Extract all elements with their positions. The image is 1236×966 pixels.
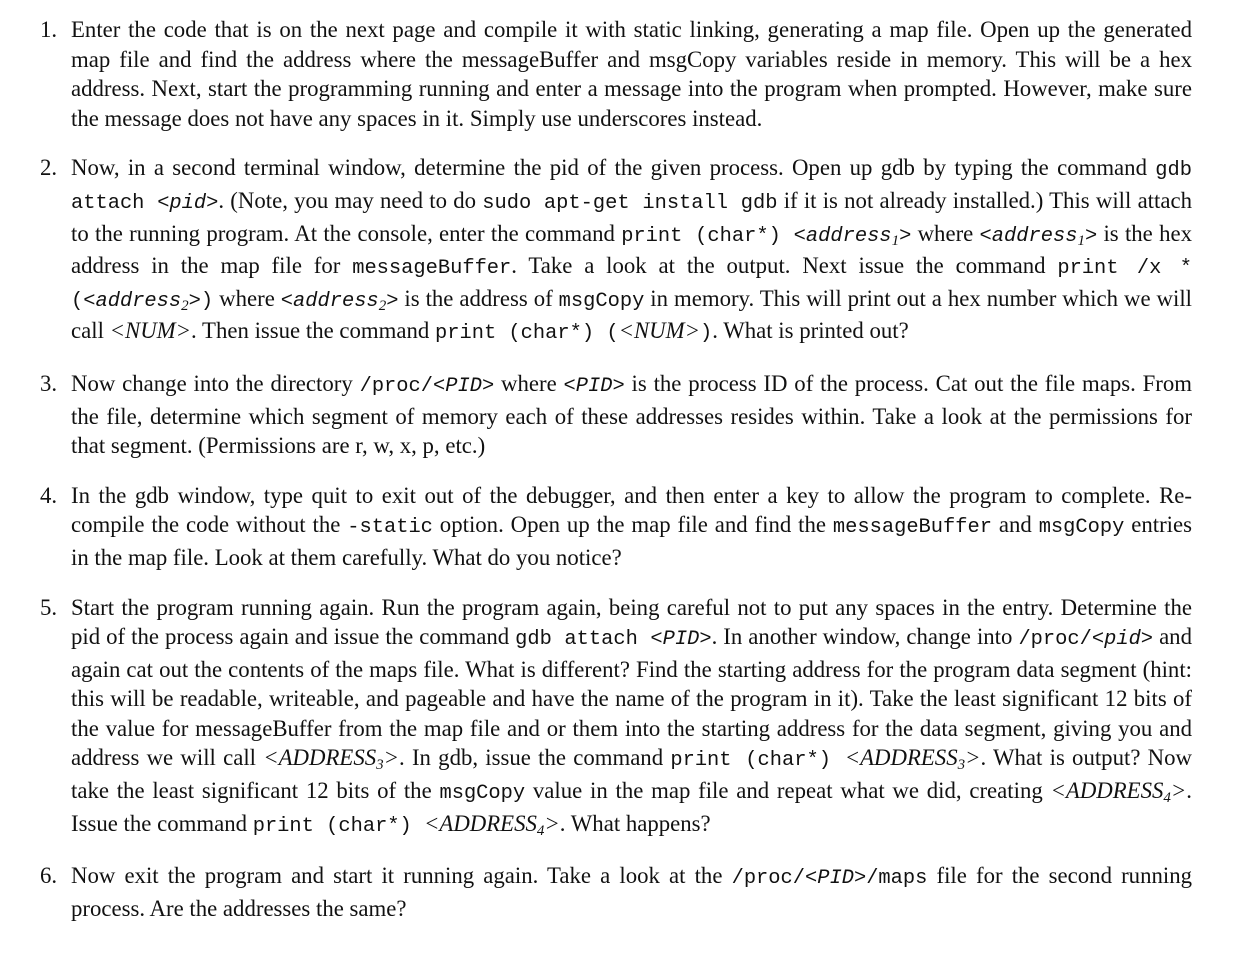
- item-number: 3.: [40, 370, 58, 396]
- code-text: print (char*) (: [435, 322, 619, 346]
- list-item: [0, 153, 1192, 349]
- code-placeholder: >: [188, 289, 201, 313]
- code-text: msgCopy: [1038, 516, 1125, 540]
- placeholder-text: >: [1170, 778, 1187, 804]
- code-text: print (char*): [670, 749, 845, 773]
- code-placeholder: <address: [979, 224, 1078, 248]
- item-body: [71, 863, 1192, 921]
- body-text: value in the map file and repeat what we did, creating: [525, 778, 1051, 804]
- code-text: /proc/: [359, 374, 433, 398]
- body-text: . What is output? Now take the least significant 12 bits of the: [71, 745, 1192, 804]
- placeholder-text: <ADDRESS: [424, 810, 537, 836]
- code-text: msgCopy: [558, 289, 645, 313]
- body-text: Start the program running again. Run the program again, being careful not to put any spaces in the entry. Determine the pid of the process again and issue the command: [71, 594, 1192, 650]
- body-text: . (Note, you may need to do: [218, 187, 483, 213]
- body-text: Now change into the directory: [71, 370, 360, 396]
- code-text: sudo apt-get install gdb: [482, 191, 778, 215]
- body-text: if it is not already installed.) This will attach to the running program. At the console, enter the command: [71, 187, 1192, 246]
- list-item: [0, 861, 1192, 923]
- item-number: 1.: [40, 17, 58, 42]
- placeholder-text: >: [965, 745, 981, 771]
- code-text: gdb attach: [71, 159, 1192, 215]
- body-text: where: [213, 285, 281, 311]
- item-number: 4.: [40, 482, 58, 508]
- body-text: . What is printed out?: [712, 318, 909, 344]
- list-item: [0, 369, 1192, 461]
- list-item: [0, 481, 1192, 573]
- code-placeholder: <PID>: [433, 374, 495, 398]
- code-placeholder: <address: [793, 224, 892, 248]
- body-text: In the gdb window, type quit to exit out of the debugger, and then enter a key to allow the program to complete. Re-compile the code without the: [71, 482, 1192, 538]
- body-text: is the process ID of the process. Cat out the file maps. From the file, determine which segment of memory each of these addresses resides within. Take a look at the permissions for that segment. (Permissions are r, w, x, p, etc.): [71, 370, 1193, 459]
- body-text: in memory. This will print out a hex number which we will call: [71, 285, 1192, 344]
- body-text: . Then issue the command: [191, 318, 436, 344]
- body-text: file for the second running process. Are the addresses the same?: [71, 863, 1192, 921]
- item-body: [71, 594, 1192, 839]
- code-placeholder: >: [1084, 224, 1098, 248]
- code-placeholder: <pid>: [1091, 628, 1154, 652]
- subscript: 1: [1077, 232, 1085, 249]
- placeholder-text: <NUM>: [618, 318, 700, 344]
- code-text: /proc/: [1018, 628, 1092, 652]
- code-text: ): [700, 322, 713, 346]
- body-text: . In gdb, issue the command: [399, 745, 671, 771]
- body-text: Enter the code that is on the next page and compile it with static linking, generating a map file. Open up the generated map file and find the address where the messageBuffer and msgCopy variables reside in memory. This will be a hex address. Next, start the programming running and enter a message into the program when prompted. However, make sure the message does not have any spaces in it. Simply use underscores instead.: [71, 17, 1192, 131]
- code-text: /proc/: [731, 867, 805, 891]
- body-text: is the hex address in the map file for: [71, 220, 1192, 279]
- placeholder-text: <ADDRESS: [1050, 778, 1164, 804]
- code-text: print (char*): [621, 224, 794, 248]
- code-placeholder: <pid>: [157, 191, 219, 215]
- code-text: messageBuffer: [832, 516, 992, 540]
- body-text: and: [991, 512, 1039, 538]
- list-item: [0, 593, 1192, 842]
- subscript: 4: [1163, 790, 1171, 807]
- item-number: 6.: [40, 863, 58, 889]
- body-text: . In another window, change into: [711, 624, 1019, 650]
- body-text: . Issue the command: [71, 778, 1192, 836]
- code-placeholder: <PID>: [563, 374, 625, 398]
- code-text: gdb attach: [515, 628, 651, 652]
- code-placeholder: >: [899, 224, 912, 248]
- code-placeholder: <PID>: [805, 867, 867, 891]
- code-text: ): [200, 289, 214, 313]
- item-body: [71, 155, 1192, 346]
- placeholder-text: <NUM>: [109, 318, 192, 344]
- code-text: print /x *(: [71, 257, 1192, 313]
- body-text: Now, in a second terminal window, determine the pid of the given process. Open up gdb by typing the command: [71, 155, 1156, 181]
- body-text: . Take a look at the output. Next issue the command: [511, 253, 1058, 279]
- placeholder-text: <ADDRESS: [263, 745, 377, 771]
- subscript: 2: [378, 297, 387, 314]
- subscript: 3: [957, 757, 966, 774]
- code-placeholder: >: [386, 289, 399, 313]
- code-text: /maps: [866, 867, 928, 891]
- subscript: 2: [181, 297, 189, 314]
- body-text: option. Open up the map file and find the: [432, 512, 833, 538]
- code-placeholder: <PID>: [650, 628, 712, 652]
- subscript: 4: [536, 822, 545, 839]
- body-text: where: [494, 370, 564, 396]
- item-number: 2.: [40, 155, 58, 181]
- body-text: entries in the map file. Look at them carefully. What do you notice?: [71, 512, 1192, 570]
- item-body: [71, 483, 1192, 570]
- body-text: . What happens?: [559, 810, 711, 836]
- placeholder-text: <ADDRESS: [844, 745, 958, 771]
- body-text: Now exit the program and start it running again. Take a look at the: [71, 863, 732, 889]
- subscript: 1: [891, 232, 900, 249]
- code-text: messageBuffer: [352, 257, 512, 281]
- placeholder-text: >: [544, 810, 560, 836]
- body-text: is the address of: [398, 285, 559, 311]
- code-placeholder: <address: [280, 289, 379, 313]
- code-placeholder: <address: [83, 289, 182, 313]
- code-text: msgCopy: [439, 782, 526, 806]
- item-body: [71, 371, 1192, 458]
- item-number: 5.: [40, 594, 58, 620]
- code-text: -static: [347, 516, 433, 540]
- body-text: and again cat out the contents of the maps file. What is different? Find the starting address for the program data segment (hint: this will be readable, writeable, and pageable and have the name of the program in it). Take the least significant 12 bits of the value for messageBuffer from the map file and or them into the starting address for the data segment, giving you and address we will call: [71, 624, 1192, 771]
- subscript: 3: [376, 757, 384, 774]
- placeholder-text: >: [383, 745, 400, 771]
- item-body: [71, 17, 1192, 131]
- list-item: [0, 15, 1192, 133]
- body-text: where: [911, 220, 980, 246]
- code-text: print (char*): [252, 814, 425, 838]
